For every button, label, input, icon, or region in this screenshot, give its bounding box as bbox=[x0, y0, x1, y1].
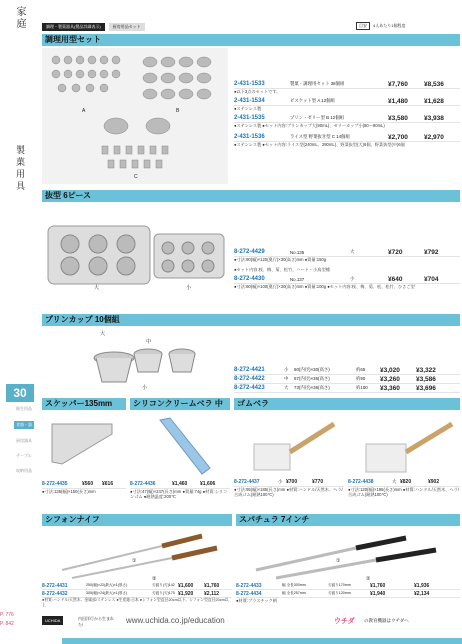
section-title: シフォンナイフ bbox=[42, 514, 232, 526]
topbar-tag: 厨房用品セット bbox=[109, 23, 145, 31]
page-ref[interactable]: P. 842 bbox=[0, 621, 14, 627]
chiffon-knife-illustration bbox=[42, 528, 232, 580]
section-chiffon bbox=[42, 514, 232, 612]
photo-label: ② bbox=[152, 576, 157, 582]
footer-text: 内田洋行から生まれた! bbox=[78, 616, 114, 627]
photo-label: ① bbox=[132, 558, 137, 564]
product-photo-set bbox=[42, 48, 228, 184]
table-row[interactable]: 8-272-4438 大 ¥820 ¥902 bbox=[348, 478, 460, 487]
nav-item[interactable]: テーブル bbox=[16, 453, 32, 458]
table-row[interactable]: 8-272-4421 小 60(内径)×30(高さ) 約65 ¥3,020 ¥3,322 bbox=[234, 366, 460, 375]
sidebar bbox=[0, 0, 38, 644]
footer-tagline: の教育機器はウチダへ bbox=[364, 618, 409, 623]
note: ●ステンレス製 ●セット内容:ライス型(240mL、280mL)、野菜抜型(大)6個、野菜抜型(中)6個 bbox=[234, 142, 405, 147]
sidebar-title: 家庭 bbox=[14, 6, 25, 30]
section-pudding bbox=[42, 314, 460, 394]
photo-label: 大 bbox=[94, 285, 100, 291]
photo-label: 中 bbox=[146, 339, 152, 345]
section-scraper bbox=[42, 398, 126, 510]
scraper-illustration bbox=[42, 414, 126, 474]
topbar-tag: 調理・製菓器具(製品詳細表示) bbox=[42, 23, 105, 31]
guide-box: 目安 bbox=[356, 22, 370, 30]
note: ●材質:プラスチック柄 bbox=[236, 598, 278, 603]
note: ●寸法:120(幅)×195(長さ)mm ●材質:ハンドル/天然木、ヘラ/合成ゴム(耐熱100℃) bbox=[348, 487, 460, 498]
table-row[interactable]: 8-272-4423 大 73(内径)×36(高さ) 約100 ¥3,360 ¥3,696 bbox=[234, 384, 460, 393]
table-row[interactable]: 8-272-4430 No.137 小 ¥640 ¥704 bbox=[234, 275, 460, 284]
note: ●ステンレス製 ●セット内容:プリンカップ大(90mL)、ゼリーカップ小(80〜90mL) bbox=[234, 123, 385, 128]
table-row[interactable]: 2-431-1536 ライス型 野菜抜き型 C 14個組 ¥2,700 ¥2,970 bbox=[234, 133, 460, 142]
nuki-table bbox=[234, 248, 460, 300]
page-number: 30 bbox=[6, 384, 34, 402]
table-row[interactable]: 8-272-4437 小 ¥700 ¥770 bbox=[234, 478, 344, 487]
page-refs bbox=[0, 612, 26, 630]
footer bbox=[42, 614, 462, 644]
nav-item[interactable]: 厨房器具 bbox=[16, 438, 32, 443]
spatula-7inch-illustration bbox=[236, 528, 460, 580]
table-row[interactable]: 2-431-1534 ビスケット型 A 12個組 ¥1,480 ¥1,628 bbox=[234, 97, 460, 106]
photo-label: ① bbox=[336, 558, 341, 564]
photo-label: A bbox=[82, 108, 86, 114]
section-title: 調理用型セット bbox=[42, 34, 460, 46]
photo-label: ② bbox=[366, 576, 371, 582]
footer-bar bbox=[62, 638, 462, 644]
table-row[interactable]: 8-272-4429 No.135 大 ¥720 ¥792 bbox=[234, 248, 460, 257]
nav-item[interactable]: 衛生用品 bbox=[16, 406, 32, 411]
section-title: シリコンクリームベラ 中 bbox=[130, 398, 230, 410]
table-row[interactable]: 8-272-4435 ¥560 ¥616 bbox=[42, 480, 126, 489]
note: ●材質:ハンドル/天然木、金属部/ステンレス ●生産地:日本 ●シフォン型直径20cm以下、シフォン型直径20cm以上 bbox=[42, 598, 229, 608]
note: ●寸法:80(幅)×120(奥行)×30(高さ)mm ●質量:150g bbox=[234, 257, 327, 262]
note: ●寸法:60(幅)×100(奥行)×30(高さ)mm ●質量:100g ●セット内容:桜、梅、菊、松、松竹、ひさご型 bbox=[234, 284, 415, 289]
section-title: スケッパー135mm bbox=[42, 398, 126, 410]
photo-label: B bbox=[176, 108, 180, 114]
note: ●寸法:47(幅)×247(長さ)mm ●質量:74g ●材質:シリコンゴム ●耐熱温度:200℃ bbox=[130, 489, 228, 500]
page-ref[interactable]: P. 776 bbox=[0, 612, 14, 618]
table-row[interactable]: 8-272-4432 305(幅)×24(最大)×1(厚さ) 刃渡り(刃)175 ¥1,920 ¥2,112 bbox=[42, 590, 232, 598]
section-title: スパチュラ 7インチ bbox=[236, 514, 460, 526]
section-title: プリンカップ 10個組 bbox=[42, 314, 460, 326]
table-row[interactable]: 2-431-1535 プリン・ゼリー型 B 12個組 ¥3,580 ¥3,938 bbox=[234, 114, 460, 123]
section-spatula bbox=[236, 514, 460, 612]
note: ●セット内容:桜、梅、菊、松竹、ハート・小鳥型種 bbox=[234, 267, 330, 272]
product-photo-pudding bbox=[86, 328, 206, 392]
table-row[interactable]: 2-431-1533 製菓・調理用セット 38個組 ¥7,760 ¥8,536 bbox=[234, 80, 460, 89]
section-nuki bbox=[42, 190, 460, 310]
section-title: 抜型 6ピース bbox=[42, 190, 460, 202]
cutter-set-illustration bbox=[42, 48, 228, 184]
note: ●寸法:135(幅)×150(長さ)mm bbox=[42, 489, 96, 494]
sidebar-category: 製菓用具 bbox=[15, 145, 25, 193]
photo-label: C bbox=[134, 174, 138, 180]
table-row[interactable]: 8-272-4434 幅 全長257mm 刃渡り120mm ¥1,940 ¥2,134 bbox=[236, 590, 460, 598]
table-row[interactable]: 8-272-4422 中 67(内径)×36(高さ) 約90 ¥3,260 ¥3,586 bbox=[234, 375, 460, 384]
photo-label: 小 bbox=[186, 285, 192, 291]
product-photo-nuki bbox=[42, 204, 228, 308]
note: ●寸法:95(幅)×185(長さ)mm ●材質:ハンドル/天然木、ヘラ/合成ゴム(耐熱100℃) bbox=[234, 487, 343, 498]
section-cream-spatula bbox=[130, 398, 230, 510]
rubber-spatula-illustration bbox=[234, 414, 460, 480]
set-table bbox=[234, 80, 460, 158]
pudding-table bbox=[234, 366, 460, 393]
nav-item-active[interactable]: 食器・器 bbox=[16, 422, 32, 427]
nav-item[interactable]: 収納用品 bbox=[16, 468, 32, 473]
photo-label: 大 bbox=[100, 331, 106, 337]
section-set bbox=[42, 34, 460, 186]
cutter-tray-illustration bbox=[42, 204, 228, 294]
note: ●以下3点のセットです。 bbox=[234, 89, 281, 94]
footer-logo: ウチダ bbox=[334, 618, 355, 625]
footer-brand: UCHIDA bbox=[42, 616, 63, 625]
topbar-right bbox=[356, 22, 405, 30]
section-title: ゴムベラ bbox=[234, 398, 460, 410]
note: ●ステンレス製 bbox=[234, 106, 262, 111]
guide-label: 4人あたり1個程度 bbox=[373, 23, 406, 28]
table-row[interactable]: 8-272-4431 250(幅)×22(最大)×1(厚さ) 刃渡り(刃)142 ¥1,600 ¥1,760 bbox=[42, 582, 232, 590]
topbar bbox=[42, 22, 145, 31]
sidebar-nav bbox=[14, 406, 34, 483]
photo-label: 小 bbox=[142, 385, 148, 391]
section-gomubera bbox=[234, 398, 460, 510]
spatula-illustration bbox=[130, 414, 230, 480]
footer-url[interactable]: www.uchida.co.jp/education bbox=[126, 616, 225, 625]
table-row[interactable]: 8-272-4433 幅 全長300mm 刃渡り170mm ¥1,760 ¥1,936 bbox=[236, 582, 460, 590]
table-row[interactable]: 8-272-4436 ¥1,460 ¥1,606 bbox=[130, 480, 230, 489]
